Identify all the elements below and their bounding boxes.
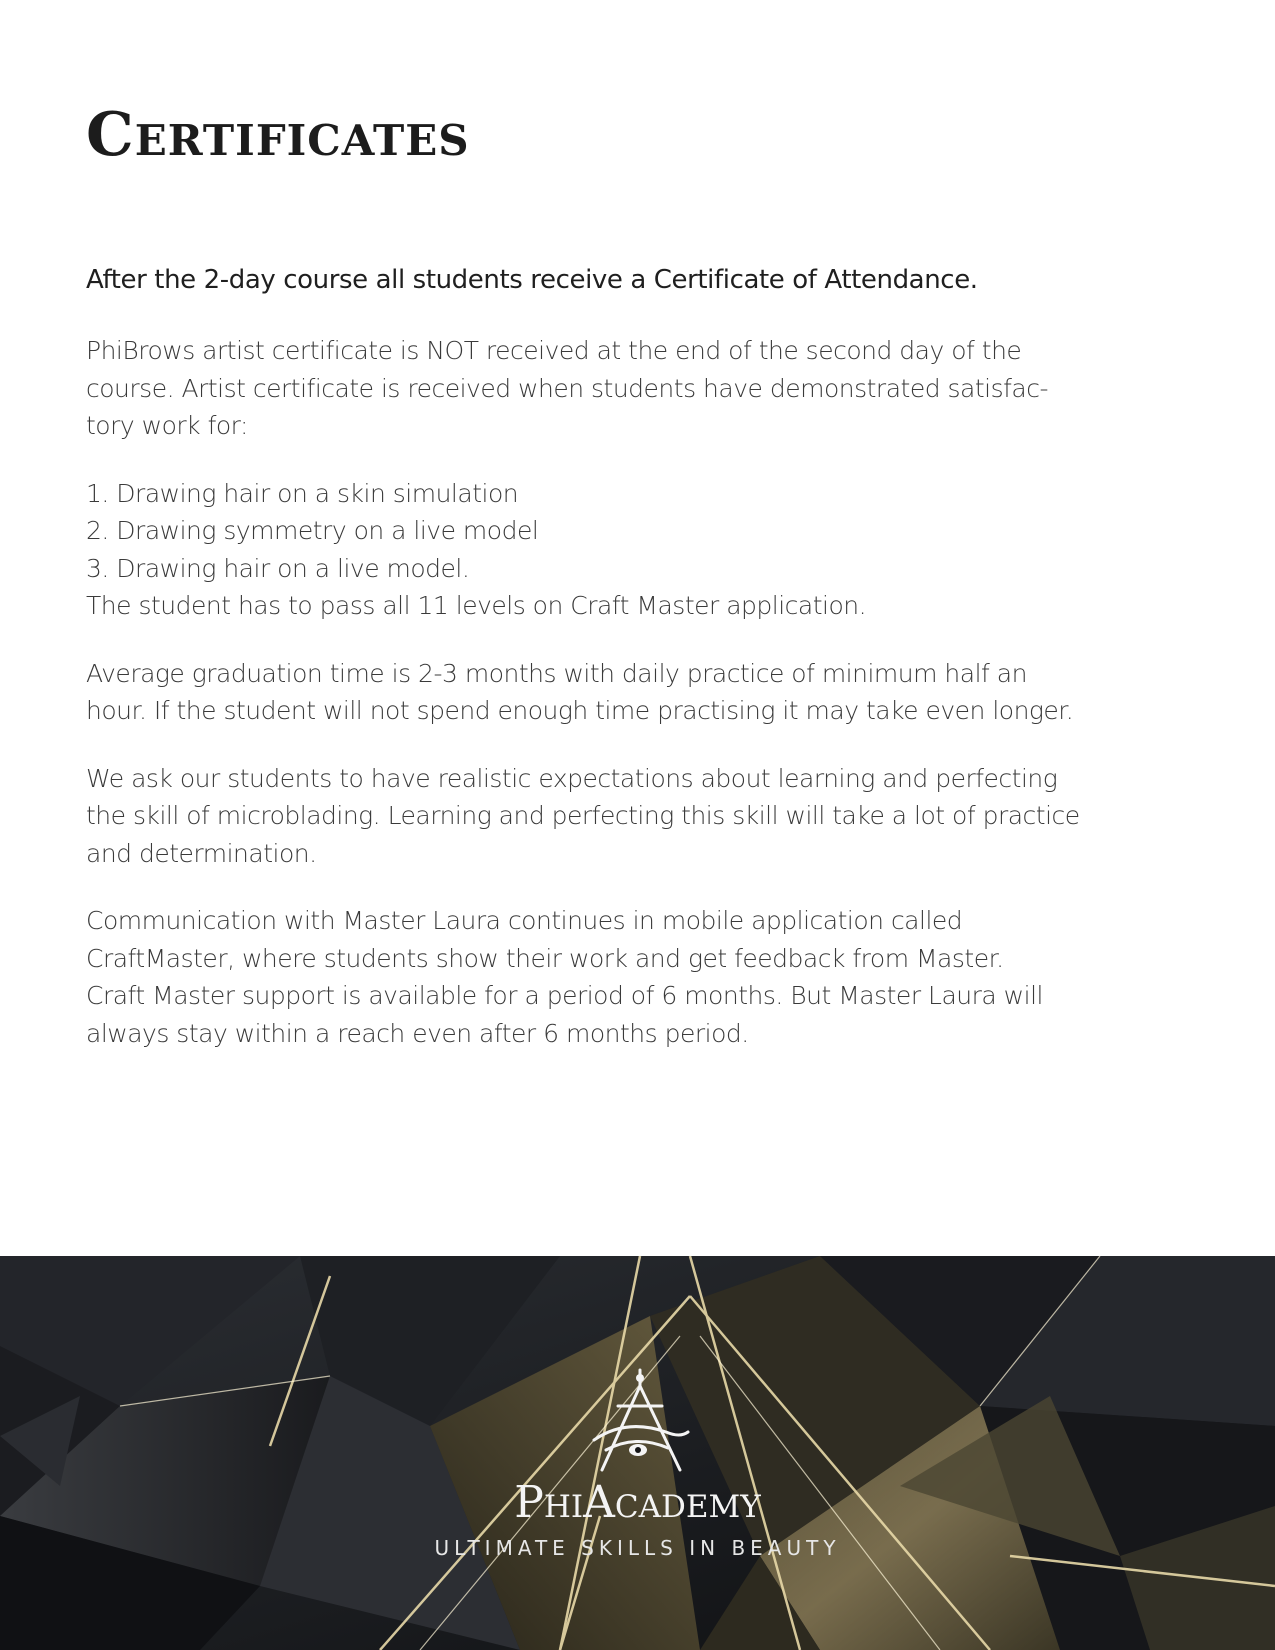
list-item: 1. Drawing hair on a skin simulation [86, 478, 519, 508]
brand-tagline: ULTIMATE SKILLS IN BEAUTY [434, 1536, 841, 1560]
page-title: Certificates [86, 100, 470, 170]
text-line: hour. If the student will not spend enough time practising it may take even longer. [86, 696, 1074, 725]
text-line: CraftMaster, where students show their work and get feedback from Master. [86, 943, 1004, 973]
text-line: The student has to pass all 11 levels on Craft Master application. [86, 591, 867, 620]
requirements-list [86, 475, 1196, 625]
text-line: tory work for: [86, 411, 248, 440]
text-line: course. Artist certificate is received when students have demonstrated satisfac- [86, 373, 1049, 403]
document-body [86, 258, 1196, 1052]
text-line: Average graduation time is 2-3 months with daily practice of minimum half an [86, 658, 1027, 688]
text-line: Communication with Master Laura continues in mobile application called [86, 906, 963, 935]
text-line: the skill of microblading. Learning and perfecting this skill will take a lot of practice [86, 801, 1080, 830]
paragraph-communication [86, 902, 1196, 1052]
paragraph-graduation-time [86, 655, 1196, 730]
list-item: 3. Drawing hair on a live model. [86, 553, 470, 583]
brand-name: PhiAcademy [514, 1477, 761, 1528]
text-line: always stay within a reach even after 6 months period. [86, 1018, 749, 1048]
paragraph-expectations [86, 760, 1196, 873]
lead-sentence: After the 2-day course all students receive a Certificate of Attendance. [86, 265, 978, 295]
text-line: PhiBrows artist certificate is NOT received at the end of the second day of the [86, 336, 1022, 365]
text-line: Craft Master support is available for a period of 6 months. But Master Laura will [86, 981, 1043, 1010]
compass-eye-logo-icon [580, 1366, 700, 1476]
text-line: and determination. [86, 838, 317, 868]
paragraph-artist-certificate [86, 332, 1196, 445]
text-line: We ask our students to have realistic expectations about learning and perfecting [86, 763, 1058, 793]
list-item: 2. Drawing symmetry on a live model [86, 516, 539, 545]
